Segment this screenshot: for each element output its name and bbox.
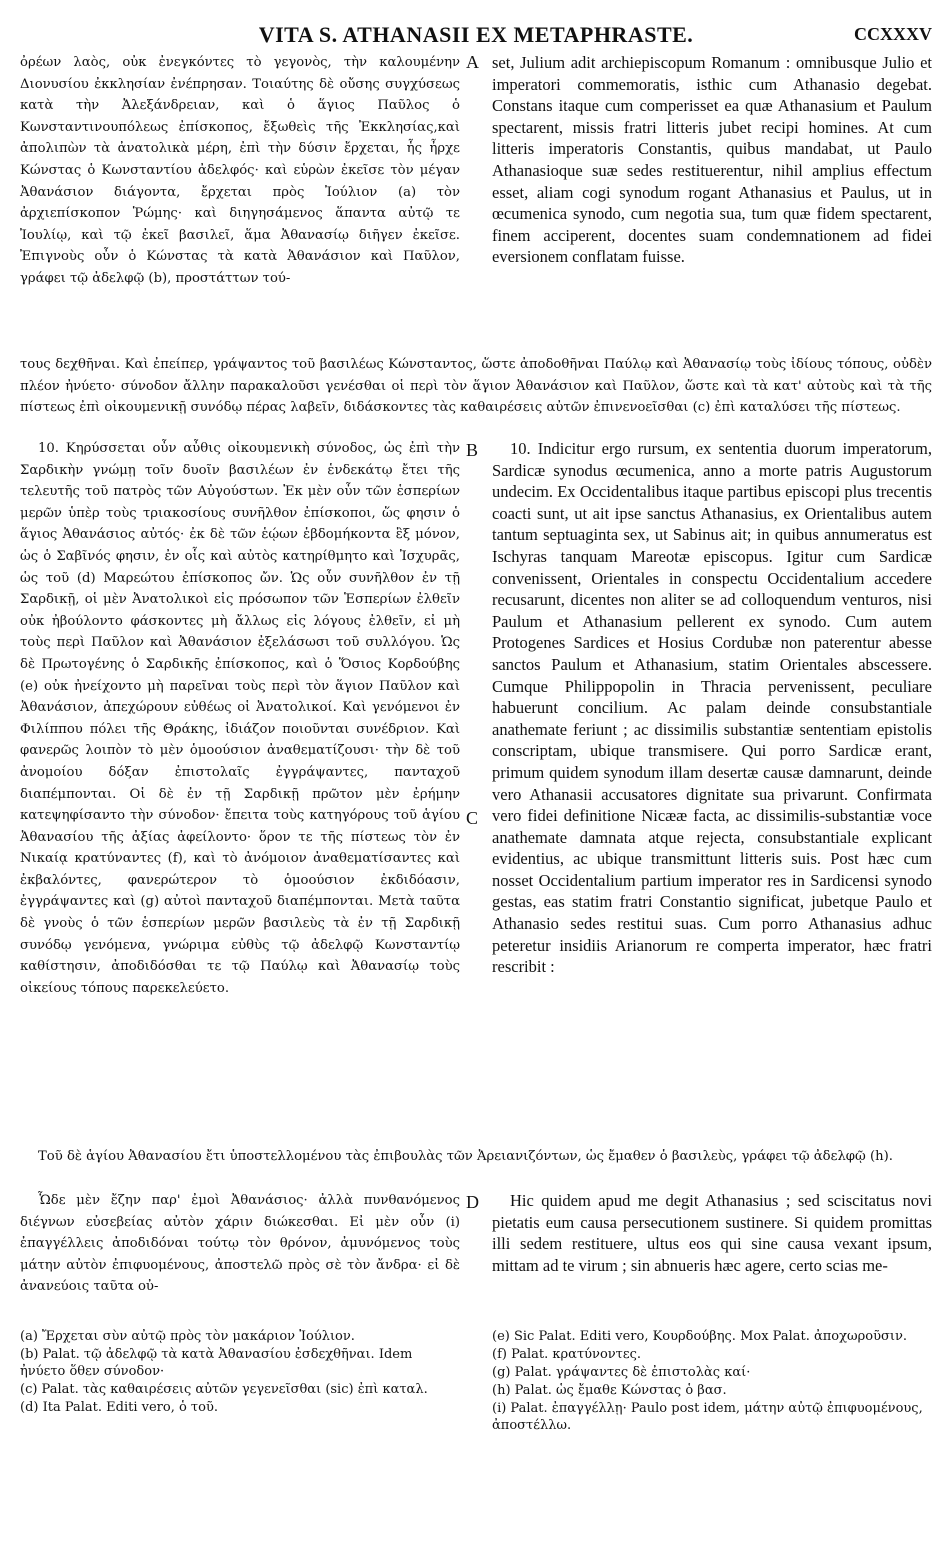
footnotes-right: [492, 1328, 932, 1435]
margin-marker-b: B: [466, 440, 479, 460]
footnote: (e) Sic Palat. Editi vero, Κουρδούβης. Mox Palat. ἀποχωροῦσιν.: [492, 1329, 907, 1344]
footnote: (c) Palat. τὰς καθαιρέσεις αὐτῶν γεγενεῖσθαι (sic) ἐπὶ καταλ.: [20, 1382, 428, 1397]
footnote: (i) Palat. ἐπαγγέλλῃ· Paulo post idem, μάτην αὐτῷ ἐπιφυομένους, ἀποστέλλω.: [492, 1401, 923, 1433]
greek-column-top: [20, 52, 460, 290]
latin-column-section-10: [492, 438, 932, 978]
footnote: (a) Ἔρχεται σὺν αὐτῷ πρὸς τὸν μακάριον Ἰούλιον.: [20, 1329, 355, 1344]
greek-paragraph-full: τους δεχθῆναι. Καὶ ἐπείπερ, γράψαντος τοῦ βασιλέως Κώνσταντος, ὥστε ἀποδοθῆναι Παύλῳ καὶ Ἀθανασίῳ τοὺς ἰδίους τόπους, οὐδὲν πλέον ἠνύετο· σύνοδον ἄλλην παρακαλοῦσι γενέσθαι οἱ περὶ τὸν ἅγιον Ἀθανάσιον καὶ Παῦλον, ὥστε καὶ τὰ κατ' αὐτοὺς καὶ τὰ τῆς πίστεως ἐπὶ οἰκουμενικῇ συνόδῳ πέρας λαβεῖν, διδάσκοντες τὰς καθαιρέσεις αὐτῶν ἐπινενοεῖσθαι (c) ἐπὶ καταλύσει τῆς πίστεως.: [20, 357, 932, 416]
greek-fullwidth-1: [20, 354, 932, 419]
latin-letter-paragraph: Hic quidem apud me degit Athanasius ; sed sciscitatus novi pietatis eum causa persecutionem sustinere. Si quidem promittas illi sedem restituere, ultus eos qui sine causa vexant ipsum, mittam ad te virum ; sin abnueris hæc agere, certo scias me-: [492, 1191, 932, 1275]
footnote: (h) Palat. ὡς ἔμαθε Κώνστας ὁ βασ.: [492, 1383, 727, 1398]
margin-marker-a: A: [466, 52, 479, 72]
margin-marker-d: D: [466, 1192, 479, 1212]
greek-paragraph: ὀρέων λαὸς, οὐκ ἐνεγκόντες τὸ γεγονὸς, τὴν καλουμένην Διονυσίου ἐκκλησίαν ἐνέπρησαν. Τοιαύτης δὲ οὔσης συγχύσεως κατὰ τὴν Ἀλεξάνδρειαν, καὶ ὁ ἅγιος Παῦλος ὁ Κωνσταντινουπόλεως ἐπίσκοπος, ἔξωθεὶς τῆς Ἐκκλησίας,καὶ ἀπολιπὼν τὰ ἀνατολικὰ μέρη, ἐπὶ τὴν δύσιν ἔρχεται, ἧς ἦρχε Κώνστας ὁ Κωνσταντίου ἀδελφός· καὶ εὑρὼν ἐκεῖσε τὸν μέγαν Ἀθανάσιον διάγοντα, ἔρχεται πρὸς Ἰούλιον (a) τὸν ἀρχιεπίσκοπον Ῥώμης· καὶ διηγησάμενος ἅπαντα αὐτῷ τε Ἰουλίῳ, καὶ τῷ ἐκεῖ βασιλεῖ, ἅμα Ἀθανασίῳ διῆγεν ἐκεῖσε. Ἐπιγνοὺς οὖν ὁ Κώνστας τὰ κατὰ Ἀθανάσιον καὶ Παῦλον, γράφει τῷ ἀδελφῷ (b), προστάττων τού-: [20, 55, 460, 286]
footnote: (b) Palat. τῷ ἀδελφῷ τὰ κατὰ Ἀθανασίου ἐσδεχθῆναι. Idem ἠνύετο ὅθεν σύνοδον·: [20, 1347, 413, 1379]
greek-letter-intro: Τοῦ δὲ ἁγίου Ἀθανασίου ἔτι ὑποστελλομένου τὰς ἐπιβουλὰς τῶν Ἀρειανιζόντων, ὡς ἔμαθεν ὁ βασιλεὺς, γράφει τῷ ἀδελφῷ (h).: [38, 1149, 893, 1164]
latin-column-letter: [492, 1190, 932, 1276]
footnote: (f) Palat. κρατύνοντες.: [492, 1347, 642, 1362]
latin-paragraph: set, Julium adit archiepiscopum Romanum : omnibusque Julio et imperatori commemoratis, isthic cum Athanasio degebat. Constans itaque cum comperisset ea quæ Athanasium et Paulum spectarent, missis fratri litteris jubet recipi homines. At cum litteris imperatoris Constantis, quibus mandabat, ut Paulo Athanasioque suæ sedes restituerentur, nihil amplius effectum esset, aliam cogi synodum rogant Athanasius et Paulus, ut in œcumenica synodo, cum negotia sua, tum quæ fidem spectarent, finem acciperent, docentes suam condemnationem ad fidei eversionem conflatam fuisse.: [492, 53, 932, 267]
page-number: CCXXXV: [854, 24, 932, 44]
latin-column-top: [492, 52, 932, 268]
greek-column-section-10: [20, 438, 460, 999]
page-title: VITA S. ATHANASII EX METAPHRASTE.: [258, 22, 694, 47]
margin-marker-c: C: [466, 808, 479, 828]
running-header: [20, 22, 932, 48]
greek-fullwidth-2: [20, 1146, 932, 1168]
greek-letter-paragraph: Ὧδε μὲν ἔζην παρ' ἐμοὶ Ἀθανάσιος· ἀλλὰ πυνθανόμενος διέγνων εὐσεβείας αὐτὸν χάριν διώκεσθαι. Εἰ μὲν οὖν (i) ἐπαγγέλλεις ἀποδιδόναι τούτῳ τὸν θρόνον, ἀμυνόμενος τοὺς μάτην αὐτὸν ἐπιφυομένους, ἀποστελῶ πρὸς σὲ τὸν ἄνδρα· εἰ δὲ ἀνανεύοις ταῦτα οὐ-: [20, 1193, 460, 1295]
footnotes-left: [20, 1328, 460, 1417]
footnote: (g) Palat. γράψαντες δὲ ἐπιστολὰς καί·: [492, 1365, 751, 1380]
footnote: (d) Ita Palat. Editi vero, ὁ τοῦ.: [20, 1400, 218, 1415]
greek-column-letter: [20, 1190, 460, 1298]
latin-paragraph-section-10: 10. Indicitur ergo rursum, ex sententia duorum imperatorum, Sardicæ synodus œcumenica, anno a morte patris Augustorum undecim. Ex Occidentalibus itaque partibus episcopi plus trecentis coacti sunt, ut ait ipse sanctus Athanasius, ex Orientalibus autem tantum septuaginta sex, ut Sabinus ait; in quibus annumeratus est Ischyras tanquam Mareotæ episcopus. Igitur cum Sardicæ convenissent, Orientales in conspectu Occidentalium accedere recusarunt, dicentes non aliter se ad colloquendum venturos, nisi Paulum et Athanasium pellerent ex synodo. Cum autem Protogenes Sardices et Hosius Cordubæ non paterentur abesse sanctos Paulum et Athanasium, statim Orientales abscessere. Cumque Philippopolin in Thracia pervenissent, peculiare habuerunt concilium. Ac palam deinde consubstantiale anathemate feriunt ; ac dissimilis substantiæ sententiam epistolis conscriptam, ubique transmisere. Qui porro Sardicæ erant, primum quidem synodum illam desertæ causæ damnarunt, deinde vero Athanasii accusatores dignitate sua privarunt. Confirmata vero fidei definitione Nicææ facta, ac dissimilis-substantiæ voce anathemate damnata atque rejecta, consubstantiale explicant evidentius, ac ubique transmittunt litteris suis. Post hæc cum nosset Occidentalium partium imperator res in Sardicensi synodo gestas, eas statim fratri Constantio significat, jubetque Paulo et Athanasio sedes restitui suas. Cum porro Athanasius adhuc peteretur insidiis Arianorum re comperta imperator, hæc fratri rescribit :: [492, 439, 932, 977]
greek-paragraph-section-10: 10. Κηρύσσεται οὖν αὖθις οἰκουμενικὴ σύνοδος, ὡς ἐπὶ τὴν Σαρδικὴν γνώμῃ τοῖν δυοῖν βασιλέων ἐν ἑνδεκάτῳ ἔτει τῆς τελευτῆς τοῦ πατρὸς τῶν Αὐγούστων. Ἐκ μὲν οὖν τῶν ἑσπερίων μερῶν ὑπὲρ τοὺς τριακοσίους συνῆλθον ἐπίσκοποι, ὥς φησιν ὁ ἅγιος Ἀθανάσιος αὐτός· ἐκ δὲ τῶν ἑῴων ἑβδομήκοντα ἓξ μόνον, ὡς ὁ Σαβῖνός φησιν, ἐν οἷς καὶ αὐτὸς κατηρίθμητο καὶ Ἰσχυρᾶς, ὡς τοῦ (d) Μαρεώτου ἐπίσκοπος ὤν. Ὡς οὖν συνῆλθον ἐν τῇ Σαρδικῇ, οἱ μὲν Ἀνατολικοὶ εἰς πρόσωπον τῶν Ἑσπερίων ἐλθεῖν οὐκ ἠβούλοντο φάσκοντες μὴ ἄλλως εἰς λόγους ἐλθεῖν, εἰ μὴ τοὺς περὶ Παῦλον καὶ Ἀθανάσιον ἐξελάσωσι τοῦ συλλόγου. Ὡς δὲ Πρωτογένης ὁ Σαρδικῆς ἐπίσκοπος, καὶ ὁ Ὅσιος Κορδούβης (e) οὐκ ἠνείχοντο μὴ παρεῖναι τοὺς περὶ τὸν ἅγιον Παῦλον καὶ Ἀθανάσιον, ἀπεχώρουν εὐθέως οἱ Ἀνατολικοί. Καὶ γενόμενοι ἐν Φιλίππου πόλει τῆς Θράκης, ἰδιάζον ποιοῦνται συνέδριον. Καὶ φανερῶς λοιπὸν τὸ μὲν ὁμοούσιον ἀναθεματίζουσι· τὴν δὲ τοῦ ἀνομοίου δόξαν ἐπιστολαῖς ἐγγράψαντες, πανταχοῦ διαπέμπονται. Οἱ δὲ ἐν τῇ Σαρδικῇ πρῶτον μὲν ἐρήμην κατεψηφίσαντο τὴν σύνοδον· ἔπειτα τοὺς κατηγόρους τοῦ ἁγίου Ἀθανασίου τῆς ἀξίας ἀφείλοντο· ὅρον τε τῆς πίστεως τὸν ἐν Νικαίᾳ κρατύναντες (f), καὶ τὸ ἀνόμοιον ἀναθεματίσαντες καὶ ἐκβαλόντες, φανερώτερον τὸ ὁμοούσιον ἐκδιδόασιν, ἐγγράψαντες καὶ (g) αὐτοὶ πανταχοῦ διαπέμπονται. Μετὰ ταῦτα δὲ γνοὺς ὁ τῶν ἑσπερίων μερῶν βασιλεὺς τὰ ἐν τῇ Σαρδικῇ συνόδῳ γενόμενα, γνώριμα εὐθὺς τῷ ἀδελφῷ Κωνσταντίῳ καθίστησιν, ἀποδιδόσθαι τε τῷ Παύλῳ καὶ Ἀθανασίῳ τοὺς οἰκείους τόπους παρεκελεύετο.: [20, 441, 460, 996]
